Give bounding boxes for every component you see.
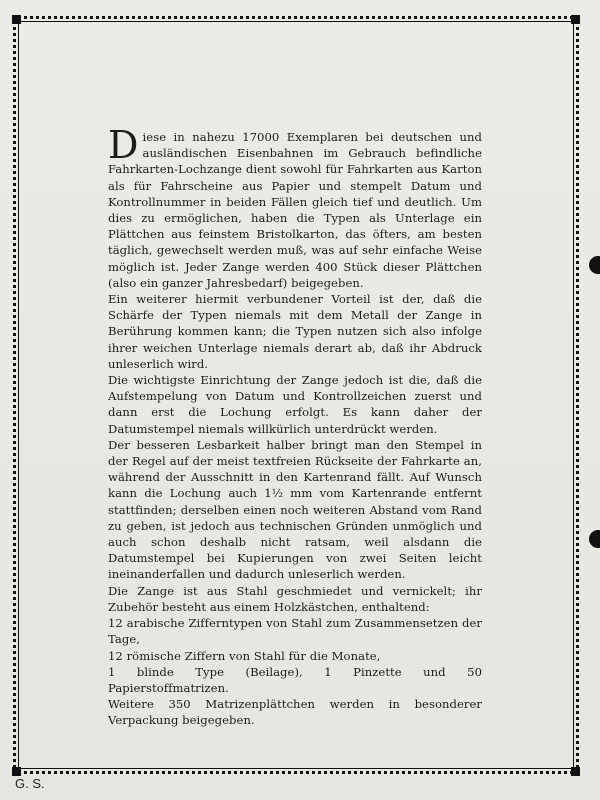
paragraph-5: Die Zange ist aus Stahl geschmiedet und vernickelt; ihr Zubehör besteht aus einem Holzkästchen, enthaltend:: [108, 583, 482, 614]
list-item: 12 arabische Zifferntypen von Stahl zum Zusammensetzen der Tage,: [108, 616, 482, 647]
paragraph-3: Die wichtigste Einrichtung der Zange jedoch ist die, daß die Aufstempelung von Datum und Kontrollzeichen zuerst und dann erst die Lochung erfolgt. Es kann daher der Datumstempel niemals willkürlich unterdrückt werden.: [108, 373, 482, 436]
border-corner-ornament: [571, 15, 580, 24]
footer-initials: G. S.: [15, 776, 45, 791]
list-item: 12 römische Ziffern von Stahl für die Monate,: [108, 648, 381, 663]
drop-cap: D: [108, 123, 139, 167]
paragraph-1-text: iese in nahezu 17000 Exemplaren bei deutschen und ausländischen Eisenbahnen im Gebrauch befindliche Fahrkarten-Lochzange dient sowohl für Fahrkarten aus Karton als für Fahrscheine aus Papier und stempelt Datum und Kontrollnummer in beiden Fällen gleich tief und deutlich. Um dies zu ermöglichen, haben die Typen als Unterlage ein Plättchen aus feinstem Bristolkarton, das öfters, am besten täglich, gewechselt werden muß, was auf sehr einfache Weise möglich ist. Jeder Zange werden 400 Stück dieser Plättchen (also ein ganzer Jahresbedarf) beigegeben.: [108, 130, 482, 290]
border-corner-ornament: [571, 767, 580, 776]
paragraph-1: [108, 123, 482, 291]
paragraph-4: Der besseren Lesbarkeit halber bringt man den Stempel in der Regel auf der meist textfreien Rückseite der Fahrkarte an, während der Ausschnitt in den Kartenrand fällt. Auf Wunsch kann die Lochung auch 1½ mm vom Kartenrande entfernt stattfinden; derselben einen noch weiteren Abstand vom Rand zu geben, ist jedoch aus technischen Gründen unmöglich und auch schon deshalb nicht ratsam, weil alsdann die Datumstempel bei Kupierungen von zwei Seiten leicht ineinanderfallen und dadurch unleserlich werden.: [108, 437, 482, 582]
border-corner-ornament: [12, 15, 21, 24]
punch-hole: [589, 530, 600, 548]
border-corner-ornament: [12, 767, 21, 776]
punch-hole: [589, 256, 600, 274]
body-text: [108, 123, 482, 729]
closing-paragraph: Weitere 350 Matrizenplättchen werden in besonderer Verpackung beigegeben.: [108, 697, 482, 728]
paragraph-2: Ein weiterer hiermit verbundener Vorteil ist der, daß die Schärfe der Typen niemals mit dem Metall der Zange in Berührung kommen kann; die Typen nutzen sich also infolge ihrer weichen Unterlage niemals derart ab, daß ihr Abdruck unleserlich wird.: [108, 292, 482, 371]
list-item: 1 blinde Type (Beilage), 1 Pinzette und 50 Papierstoffmatrizen.: [108, 664, 482, 695]
